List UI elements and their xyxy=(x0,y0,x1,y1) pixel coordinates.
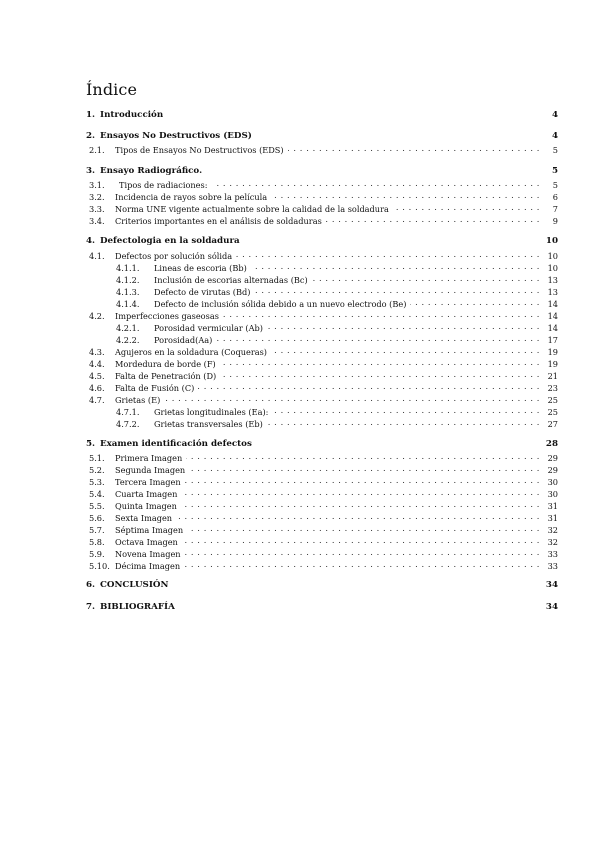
toc-entry-number: 5.3. xyxy=(89,477,105,487)
toc-entry-number: 4.7. xyxy=(89,395,105,405)
toc-entry-page: 7 xyxy=(552,204,558,214)
toc-section-4-1[interactable] xyxy=(86,249,558,261)
toc-subsection-4-7-1[interactable] xyxy=(86,405,558,417)
toc-leader-dots xyxy=(185,547,540,557)
toc-entry-page: 5 xyxy=(551,166,558,176)
toc-leader-dots xyxy=(251,261,540,271)
toc-entry-label: Grietas longitudinales (Ea): xyxy=(154,407,269,417)
toc-leader-dots xyxy=(198,381,540,391)
toc-entry-page: 27 xyxy=(547,419,558,429)
toc-subsection-4-1-4[interactable] xyxy=(86,297,558,309)
toc-entry-number: 5.7. xyxy=(89,525,105,535)
toc-section-5-1[interactable] xyxy=(86,451,558,463)
toc-entry-label: Cuarta Imagen xyxy=(115,489,178,499)
toc-entry-label: Séptima Imagen xyxy=(115,525,184,535)
toc-section-5-4[interactable] xyxy=(86,487,558,499)
toc-section-3-3[interactable] xyxy=(86,202,558,214)
toc-entry-page: 4 xyxy=(551,110,558,120)
toc-entry-page: 33 xyxy=(547,549,558,559)
toc-entry-number: 5.9. xyxy=(89,549,105,559)
toc-entry-number: 4.6. xyxy=(89,383,105,393)
toc-leader-dots xyxy=(181,499,540,509)
toc-entry-number: 5.6. xyxy=(89,513,105,523)
toc-section-4-6[interactable] xyxy=(86,381,558,393)
toc-entry-label: Criterios importantes en el análisis de soldaduras xyxy=(115,216,322,226)
toc-leader-dots xyxy=(216,333,540,343)
toc-section-3-4[interactable] xyxy=(86,214,558,226)
toc-entry-page: 33 xyxy=(547,561,558,571)
toc-leader-dots xyxy=(326,214,540,224)
toc-entry-number: 3.1. xyxy=(89,180,105,190)
toc-section-4-2[interactable] xyxy=(86,309,558,321)
toc-entry-page: 32 xyxy=(547,537,558,547)
toc-entry-number: 1. xyxy=(86,110,96,120)
toc-section-3-2[interactable] xyxy=(86,190,558,202)
toc-leader-dots xyxy=(288,143,540,153)
toc-leader-dots xyxy=(184,559,540,569)
toc-entry-label: Inclusión de escorias alternadas (Bc) xyxy=(154,275,308,285)
toc-section-4-7[interactable] xyxy=(86,393,558,405)
toc-subsection-4-7-2[interactable] xyxy=(86,417,558,429)
toc-section-5-10[interactable] xyxy=(86,559,558,571)
toc-entry-label: Falta de Penetración (D) xyxy=(115,371,217,381)
toc-chapter-6[interactable] xyxy=(86,580,558,590)
toc-leader-dots xyxy=(272,405,540,415)
toc-entry-label: Lineas de escoria (Bb) xyxy=(154,263,247,273)
toc-entry-page: 29 xyxy=(547,453,558,463)
toc-entry-label: Defecto de virutas (Bd) xyxy=(154,287,251,297)
toc-entry-page: 31 xyxy=(547,501,558,511)
toc-leader-dots xyxy=(181,487,540,497)
toc-entry-number: 2.1. xyxy=(89,145,105,155)
toc-subsection-4-1-1[interactable] xyxy=(86,261,558,273)
toc-entry-label: Defectos por solución sólida xyxy=(115,251,233,261)
toc-entry-page: 14 xyxy=(547,311,558,321)
toc-entry-number: 5.4. xyxy=(89,489,105,499)
toc-entry-label: Incidencia de rayos sobre la película xyxy=(115,192,268,202)
toc-entry-page: 25 xyxy=(547,407,558,417)
toc-section-5-3[interactable] xyxy=(86,475,558,487)
toc-entry-page: 19 xyxy=(547,359,558,369)
toc-entry-page: 25 xyxy=(547,395,558,405)
toc-chapter-2[interactable] xyxy=(86,131,558,141)
toc-entry-label: Examen identificación defectos xyxy=(100,439,252,449)
toc-entry-page: 14 xyxy=(547,323,558,333)
toc-entry-label: CONCLUSIÓN xyxy=(100,580,169,590)
toc-chapter-7[interactable] xyxy=(86,602,558,612)
toc-entry-number: 3. xyxy=(86,166,96,176)
toc-entry-number: 4.7.2. xyxy=(116,419,140,429)
toc-section-5-8[interactable] xyxy=(86,535,558,547)
toc-entry-number: 4. xyxy=(86,236,96,246)
toc-entry-number: 4.1.4. xyxy=(116,299,140,309)
toc-entry-page: 10 xyxy=(547,251,558,261)
toc-entry-page: 30 xyxy=(547,489,558,499)
toc-entry-label: Octava Imagen xyxy=(115,537,178,547)
toc-leader-dots xyxy=(186,451,540,461)
toc-leader-dots xyxy=(236,249,540,259)
toc-entry-page: 30 xyxy=(547,477,558,487)
toc-entry-page: 9 xyxy=(552,216,558,226)
toc-entry-page: 10 xyxy=(547,263,558,273)
toc-entry-label: Agujeros en la soldadura (Coqueras) xyxy=(115,347,268,357)
toc-entry-label: Quinta Imagen xyxy=(115,501,177,511)
toc-entry-page: 32 xyxy=(547,525,558,535)
toc-section-5-2[interactable] xyxy=(86,463,558,475)
toc-subsection-4-1-2[interactable] xyxy=(86,273,558,285)
toc-entry-page: 28 xyxy=(545,439,558,449)
toc-leader-dots xyxy=(393,202,540,212)
toc-entry-label: Defecto de inclusión sólida debido a un nuevo electrodo (Be) xyxy=(154,299,407,309)
toc-entry-label: BIBLIOGRAFÍA xyxy=(100,602,175,612)
toc-entry-number: 3.4. xyxy=(89,216,105,226)
toc-entry-label: Defectologia en la soldadura xyxy=(100,236,240,246)
toc-leader-dots xyxy=(410,297,540,307)
toc-entry-label: Sexta Imagen xyxy=(115,513,173,523)
toc-entry-number: 4.7.1. xyxy=(116,407,140,417)
toc-subsection-4-1-3[interactable] xyxy=(86,285,558,297)
toc-entry-number: 2. xyxy=(86,131,96,141)
toc-leader-dots xyxy=(312,273,540,283)
toc-leader-dots xyxy=(220,357,540,367)
toc-leader-dots xyxy=(185,475,540,485)
toc-entry-number: 4.1. xyxy=(89,251,105,261)
toc-leader-dots xyxy=(212,178,541,188)
page-title: Índice xyxy=(86,80,138,99)
toc-section-2-1[interactable] xyxy=(86,143,558,155)
toc-entry-label: Imperfecciones gaseosas xyxy=(115,311,219,321)
toc-entry-page: 19 xyxy=(547,347,558,357)
toc-leader-dots xyxy=(182,535,540,545)
toc-subsection-4-2-1[interactable] xyxy=(86,321,558,333)
toc-entry-number: 4.2.1. xyxy=(116,323,140,333)
toc-entry-page: 4 xyxy=(551,131,558,141)
toc-entry-page: 29 xyxy=(547,465,558,475)
toc-entry-label: Norma UNE vigente actualmente sobre la calidad de la soldadura xyxy=(115,204,389,214)
toc-leader-dots xyxy=(271,345,540,355)
toc-entry-number: 5.1. xyxy=(89,453,105,463)
toc-leader-dots xyxy=(267,321,540,331)
toc-entry-number: 4.1.3. xyxy=(116,287,140,297)
toc-entry-label: Tipos de Ensayos No Destructivos (EDS) xyxy=(115,145,284,155)
toc-entry-number: 3.2. xyxy=(89,192,105,202)
toc-section-5-9[interactable] xyxy=(86,547,558,559)
toc-section-5-7[interactable] xyxy=(86,523,558,535)
toc-entry-page: 5 xyxy=(552,145,558,155)
toc-entry-page: 14 xyxy=(547,299,558,309)
toc-entry-number: 3.3. xyxy=(89,204,105,214)
toc-entry-number: 4.1.1. xyxy=(116,263,140,273)
toc-entry-number: 4.5. xyxy=(89,371,105,381)
toc-entry-number: 5. xyxy=(86,439,96,449)
toc-entry-page: 13 xyxy=(547,275,558,285)
toc-entry-number: 4.2. xyxy=(89,311,105,321)
toc-entry-number: 5.5. xyxy=(89,501,105,511)
toc-entry-number: 4.3. xyxy=(89,347,105,357)
toc-chapter-3[interactable] xyxy=(86,166,558,176)
toc-entry-label: Mordedura de borde (F) xyxy=(115,359,216,369)
toc-section-4-4[interactable] xyxy=(86,357,558,369)
toc-leader-dots xyxy=(189,463,540,473)
toc-section-3-1[interactable] xyxy=(86,178,558,190)
toc-leader-dots xyxy=(187,523,540,533)
toc-section-5-5[interactable] xyxy=(86,499,558,511)
toc-entry-page: 10 xyxy=(545,236,558,246)
toc-chapter-5[interactable] xyxy=(86,439,558,449)
toc-entry-page: 31 xyxy=(547,513,558,523)
toc-entry-label: Introducción xyxy=(100,110,164,120)
toc-chapter-1[interactable] xyxy=(86,110,558,120)
toc-leader-dots xyxy=(254,285,540,295)
toc-entry-page: 5 xyxy=(552,180,558,190)
toc-entry-page: 34 xyxy=(545,602,558,612)
toc-entry-number: 5.8. xyxy=(89,537,105,547)
toc-entry-page: 21 xyxy=(547,371,558,381)
toc-entry-label: Ensayos No Destructivos (EDS) xyxy=(100,131,252,141)
toc-leader-dots xyxy=(223,309,540,319)
toc-leader-dots xyxy=(164,393,540,403)
toc-entry-number: 7. xyxy=(86,602,96,612)
toc-entry-label: Tipos de radiaciones: xyxy=(119,180,208,190)
toc-entry-label: Primera Imagen xyxy=(115,453,183,463)
toc-chapter-4[interactable] xyxy=(86,236,558,246)
toc-entry-label: Grietas transversales (Eb) xyxy=(154,419,263,429)
toc-leader-dots xyxy=(176,511,540,521)
toc-entry-label: Porosidad(Aa) xyxy=(154,335,213,345)
toc-entry-page: 23 xyxy=(547,383,558,393)
toc-entry-label: Porosidad vermicular (Ab) xyxy=(154,323,263,333)
toc-leader-dots xyxy=(267,417,540,427)
toc-entry-number: 5.10. xyxy=(89,561,110,571)
toc-entry-number: 4.2.2. xyxy=(116,335,140,345)
toc-section-5-6[interactable] xyxy=(86,511,558,523)
toc-section-4-5[interactable] xyxy=(86,369,558,381)
toc-subsection-4-2-2[interactable] xyxy=(86,333,558,345)
toc-entry-label: Tercera Imagen xyxy=(115,477,181,487)
toc-entry-label: Décima Imagen xyxy=(115,561,181,571)
toc-entry-page: 34 xyxy=(545,580,558,590)
toc-leader-dots xyxy=(271,190,540,200)
toc-entry-number: 6. xyxy=(86,580,96,590)
toc-section-4-3[interactable] xyxy=(86,345,558,357)
toc-entry-page: 13 xyxy=(547,287,558,297)
toc-entry-number: 5.2. xyxy=(89,465,105,475)
toc-entry-label: Grietas (E) xyxy=(115,395,161,405)
toc-entry-number: 4.1.2. xyxy=(116,275,140,285)
toc-entry-label: Falta de Fusión (C) xyxy=(115,383,195,393)
toc-leader-dots xyxy=(220,369,540,379)
toc-entry-page: 17 xyxy=(547,335,558,345)
toc-entry-label: Segunda Imagen xyxy=(115,465,186,475)
toc-entry-number: 4.4. xyxy=(89,359,105,369)
toc-entry-page: 6 xyxy=(552,192,558,202)
toc-entry-label: Novena Imagen xyxy=(115,549,181,559)
toc-entry-label: Ensayo Radiográfico. xyxy=(100,166,203,176)
